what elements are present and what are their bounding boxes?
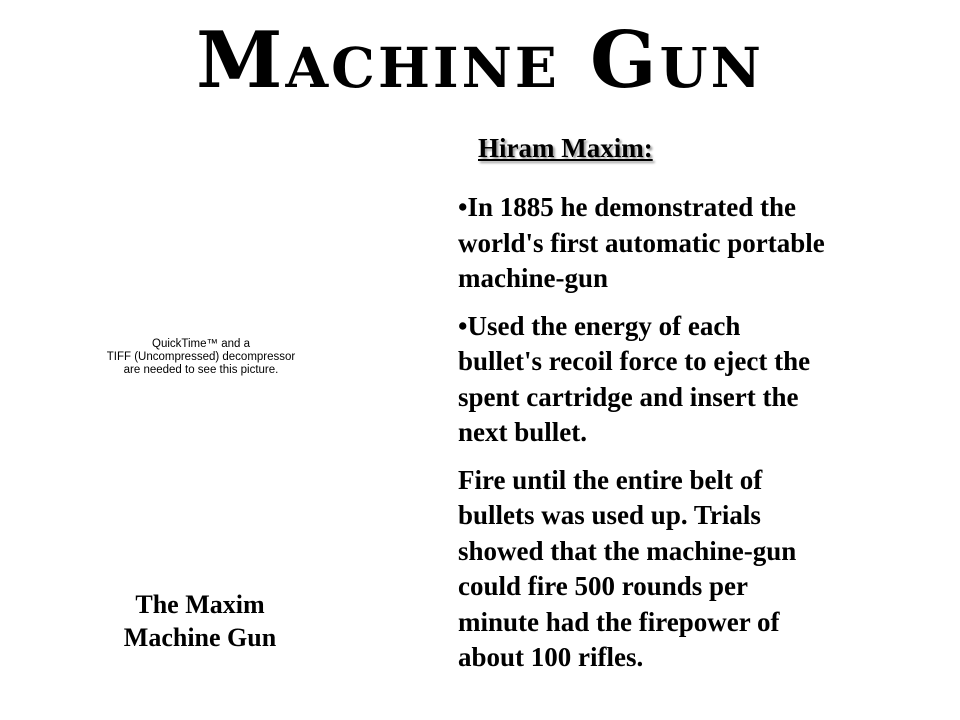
paragraph-line: could fire 500 rounds per	[458, 571, 749, 601]
paragraph-line: Fire until the entire belt of	[458, 464, 763, 495]
paragraph-line: •Used the energy of each	[458, 310, 741, 341]
paragraph	[458, 190, 918, 297]
paragraph-line: minute had the firepower of	[458, 606, 780, 637]
paragraph-line: bullet's recoil force to eject the	[458, 346, 811, 376]
caption-line: Machine Gun	[123, 623, 277, 652]
paragraph-line: about 100 rifles.	[458, 642, 644, 672]
placeholder-line: QuickTime™ and a	[152, 338, 250, 350]
slide-title: Machine Gun	[196, 15, 764, 106]
paragraph-line: •In 1885 he demonstrated the	[458, 192, 796, 222]
placeholder-line: TIFF (Uncompressed) decompressor	[106, 351, 296, 363]
paragraph	[458, 309, 918, 451]
caption-line: The Maxim	[135, 590, 265, 619]
paragraph-line: next bullet.	[458, 417, 588, 447]
body-text	[458, 190, 918, 688]
paragraph-line: world's first automatic portable	[458, 227, 825, 258]
paragraph-line: machine-gun	[458, 263, 609, 293]
section-heading: Hiram Maxim:	[478, 133, 653, 163]
image-placeholder	[92, 338, 310, 377]
paragraph-line: spent cartridge and insert the	[458, 381, 799, 412]
paragraph-line: bullets was used up. Trials	[458, 500, 761, 530]
placeholder-line: are needed to see this picture.	[123, 364, 279, 376]
paragraph-line: showed that the machine-gun	[458, 535, 797, 566]
image-caption	[90, 588, 310, 654]
paragraph	[458, 463, 918, 676]
